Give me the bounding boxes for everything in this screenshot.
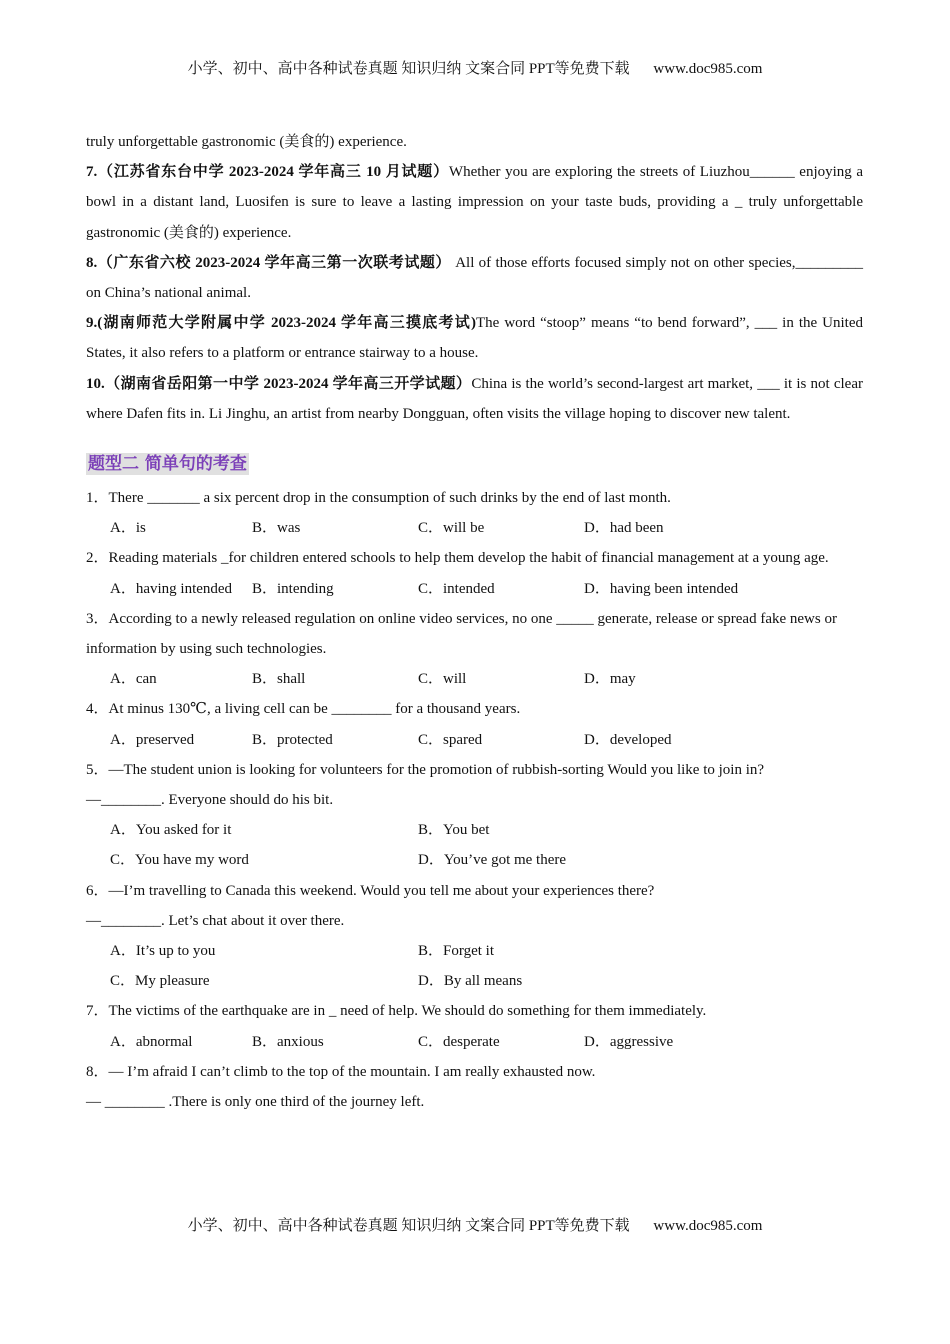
content	[86, 127, 863, 1117]
option-b[interactable]: B．Forget it	[418, 943, 494, 960]
q-text: The word “stoop” means “to bend forward”, ___ in the United States, it also refers to a platform or entrance stairway to a house.	[86, 315, 863, 362]
option-a[interactable]: A．It’s up to you	[110, 943, 216, 960]
option-c[interactable]: C．You have my word	[110, 852, 249, 869]
option-a[interactable]: A．having intended	[110, 580, 233, 597]
option-c[interactable]: C．will be	[418, 520, 485, 537]
option-b[interactable]: B．shall	[252, 671, 306, 688]
header-text: 小学、初中、高中各种试卷真题 知识归纳 文案合同 PPT等免费下载	[187, 61, 630, 77]
options	[86, 936, 863, 996]
q-num: 7.	[86, 164, 98, 181]
option-b[interactable]: B．anxious	[252, 1033, 324, 1050]
options	[86, 815, 863, 875]
option-b[interactable]: B．You bet	[418, 822, 490, 839]
question-7	[86, 996, 863, 1056]
question-stem: 6．—I’m travelling to Canada this weekend. Would you tell me about your experiences there?	[86, 882, 655, 899]
question-stem: 2．Reading materials _for children entered schools to help them develop the habit of financial management at a young age.	[86, 550, 829, 567]
option-a[interactable]: A．can	[110, 671, 157, 688]
q-text: Whether you are exploring the streets of Liuzhou______ enjoying a bowl in a distant land, Luosifen is sure to leave a lasting impression on your taste buds, providing a _ truly unforgettable gastronomic (美食的) experience.	[86, 164, 864, 241]
option-a[interactable]: A．abnormal	[110, 1033, 193, 1050]
q-text: All of those efforts focused simply not on other species,_________ on China’s national animal.	[86, 254, 864, 302]
page-footer	[0, 1214, 950, 1235]
options	[86, 725, 863, 755]
question-stem: 8．— I’m afraid I can’t climb to the top of the mountain. I am really exhausted now.	[86, 1063, 596, 1080]
question-response: — ________ .There is only one third of the journey left.	[86, 1094, 425, 1111]
option-c[interactable]: C．will	[418, 671, 467, 688]
option-a[interactable]: A．is	[110, 520, 146, 537]
option-d[interactable]: D．having been intended	[584, 580, 739, 597]
footer-link[interactable]: www.doc985.com	[653, 1218, 763, 1234]
q-num: 9.	[86, 315, 98, 332]
footer-text: 小学、初中、高中各种试卷真题 知识归纳 文案合同 PPT等免费下载	[187, 1218, 630, 1234]
option-d[interactable]: D．By all means	[418, 973, 523, 990]
q-source: （广东省六校 2023-2024 学年高三第一次联考试题）	[97, 254, 451, 271]
option-b[interactable]: B．protected	[252, 731, 333, 748]
options	[86, 574, 863, 604]
option-d[interactable]: D．aggressive	[584, 1033, 674, 1050]
question-3	[86, 604, 863, 695]
option-c[interactable]: C．intended	[418, 580, 495, 597]
question-stem: 4．At minus 130℃, a living cell can be ________ for a thousand years.	[86, 701, 521, 718]
question-stem: 1．There _______ a six percent drop in the consumption of such drinks by the end of last month.	[86, 490, 671, 507]
options	[86, 664, 863, 694]
option-c[interactable]: C．desperate	[418, 1033, 500, 1050]
option-c[interactable]: C．My pleasure	[110, 973, 210, 990]
question-9	[86, 308, 863, 368]
carry-text: truly unforgettable gastronomic (美食的) experience.	[86, 134, 407, 150]
q-source: (湖南师范大学附属中学 2023-2024 学年高三摸底考试)	[97, 315, 476, 332]
option-d[interactable]: D．had been	[584, 520, 664, 537]
section-heading	[86, 450, 863, 479]
question-stem: 3．According to a newly released regulation on online video services, no one _____ generate, release or spread fake news or information by using such technologies.	[86, 610, 837, 658]
question-1	[86, 483, 863, 543]
header-link[interactable]: www.doc985.com	[653, 61, 763, 77]
q-source: （江苏省东台中学 2023-2024 学年高三 10 月试题）	[97, 164, 449, 181]
question-7	[86, 157, 863, 248]
question-response: —________. Everyone should do his bit.	[86, 792, 334, 809]
q-source: （湖南省岳阳第一中学 2023-2024 学年高三开学试题）	[104, 375, 472, 392]
question-list	[86, 483, 863, 1117]
options	[86, 513, 863, 543]
question-8	[86, 1057, 863, 1117]
q-num: 10.	[86, 375, 105, 392]
question-2	[86, 543, 863, 603]
option-d[interactable]: D．developed	[584, 731, 672, 748]
question-5	[86, 755, 863, 876]
q-num: 8.	[86, 254, 98, 271]
question-10	[86, 369, 863, 429]
page-header	[0, 57, 950, 78]
question-8	[86, 248, 863, 308]
q-text: China is the world’s second-largest art market, ___ it is not clear where Dafen fits in. Li Jinghu, an artist from nearby Dongguan, often visits the village hoping to discover new talent.	[86, 375, 863, 422]
option-d[interactable]: D．may	[584, 671, 636, 688]
option-d[interactable]: D．You’ve got me there	[418, 852, 567, 869]
question-6	[86, 876, 863, 997]
option-b[interactable]: B．intending	[252, 580, 334, 597]
option-a[interactable]: A．You asked for it	[110, 822, 232, 839]
question-stem: 5．—The student union is looking for volunteers for the promotion of rubbish-sorting Would you like to join in?	[86, 761, 765, 778]
option-c[interactable]: C．spared	[418, 731, 483, 748]
option-a[interactable]: A．preserved	[110, 731, 195, 748]
option-b[interactable]: B．was	[252, 520, 301, 537]
question-response: —________. Let’s chat about it over there.	[86, 912, 345, 929]
question-stem: 7．The victims of the earthquake are in _ need of help. We should do something for them immediately.	[86, 1003, 707, 1020]
question-4	[86, 694, 863, 754]
options	[86, 1027, 863, 1057]
section-title: 题型二 简单句的考查	[88, 454, 247, 475]
